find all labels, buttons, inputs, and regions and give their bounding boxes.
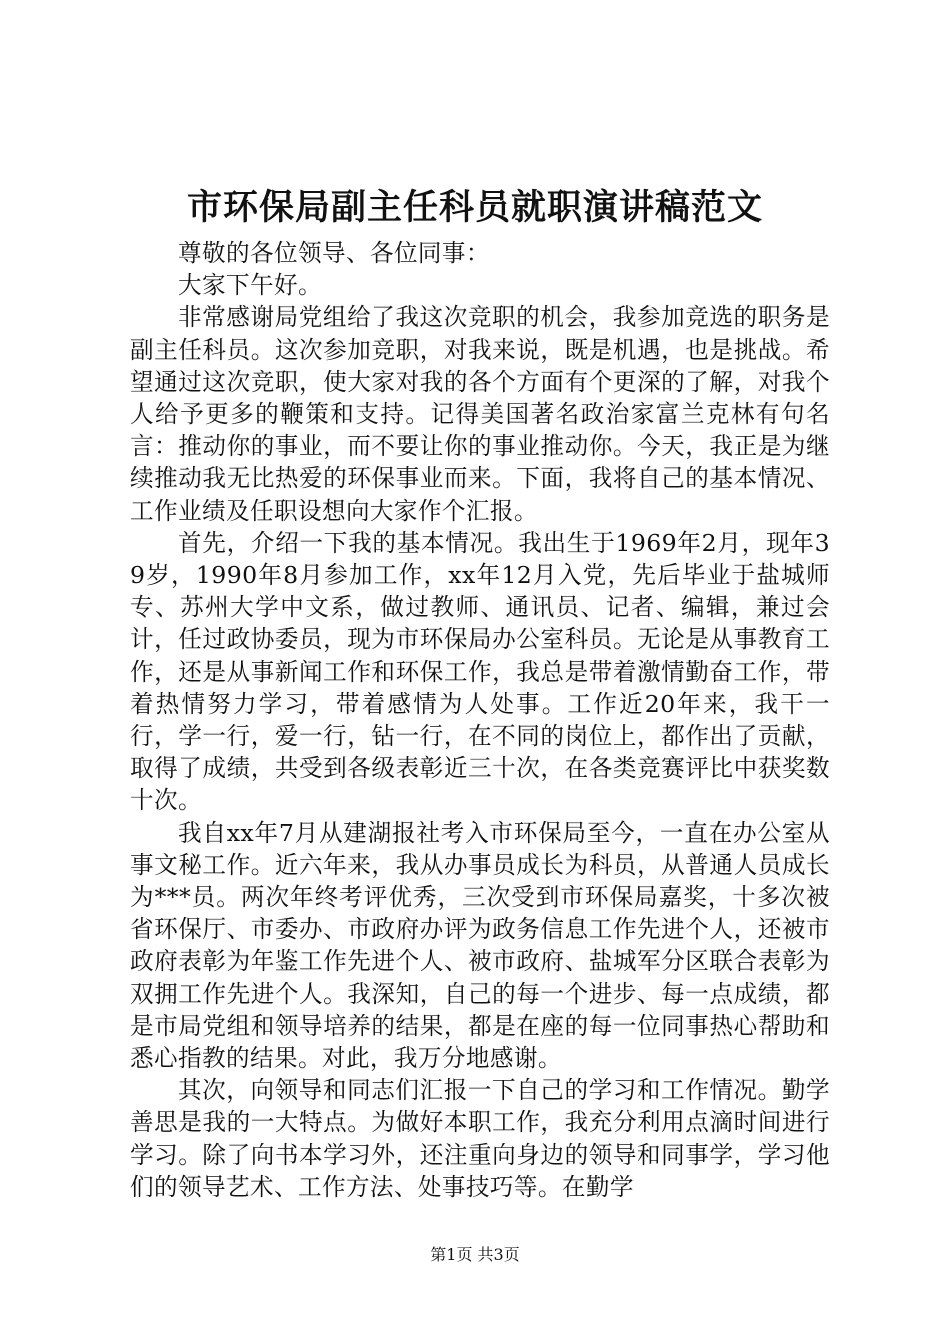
body-paragraph: 非常感谢局党组给了我这次竞职的机会，我参加竞选的职务是副主任科员。这次参加竞职，对我来说，既是机遇，也是挑战。希望通过这次竞职，使大家对我的各个方面有个更深的了解，对我个人给予更多的鞭策和支持。记得美国著名政治家富兰克林有句名言：推动你的事业，而不要让你的事业推动你。今天，我正是为继续推动我无比热爱的环保事业而来。下面，我将自己的基本情况、工作业绩及任职设想向大家作个汇报。 (130, 303, 830, 525)
document-title: 市环保局副主任科员就职演讲稿范文 (186, 187, 763, 228)
document-body (130, 237, 830, 1203)
body-paragraph: 其次，向领导和同志们汇报一下自己的学习和工作情况。勤学善思是我的一大特点。为做好本职工作，我充分利用点滴时间进行学习。除了向书本学习外，还注重向身边的领导和同事学，学习他们的领导艺术、工作方法、处事技巧等。在勤学 (130, 1076, 830, 1201)
page-number-footer: 第1页 共3页 (430, 1245, 520, 1264)
body-paragraph: 我自xx年7月从建湖报社考入市环保局至今，一直在办公室从事文秘工作。近六年来，我从办事员成长为科员，从普通人员成长为***员。两次年终考评优秀，三次受到市环保局嘉奖，十多次被省环保厅、市委办、市政府办评为政务信息工作先进个人，还被市政府表彰为年鉴工作先进个人、被市政府、盐城军分区联合表彰为双拥工作先进个人。我深知，自己的每一个进步、每一点成绩，都是市局党组和领导培养的结果，都是在座的每一位同事热心帮助和悉心指教的结果。对此，我万分地感谢。 (130, 818, 830, 1073)
salutation-paragraph: 尊敬的各位领导、各位同事： (178, 239, 490, 267)
greeting-paragraph: 大家下午好。 (178, 271, 322, 300)
body-paragraph: 首先，介绍一下我的基本情况。我出生于1969年2月，现年39岁，1990年8月参加工作，xx年12月入党，先后毕业于盐城师专、苏州大学中文系，做过教师、通讯员、记者、编辑，兼过会计，任过政协委员，现为市环保局办公室科员。无论是从事教育工作，还是从事新闻工作和环保工作，我总是带着激情勤奋工作，带着热情努力学习，带着感情为人处事。工作近20年来，我干一行，学一行，爱一行，钻一行，在不同的岗位上，都作出了贡献，取得了成绩，共受到各级表彰近三十次，在各类竞赛评比中获奖数十次。 (130, 528, 830, 815)
